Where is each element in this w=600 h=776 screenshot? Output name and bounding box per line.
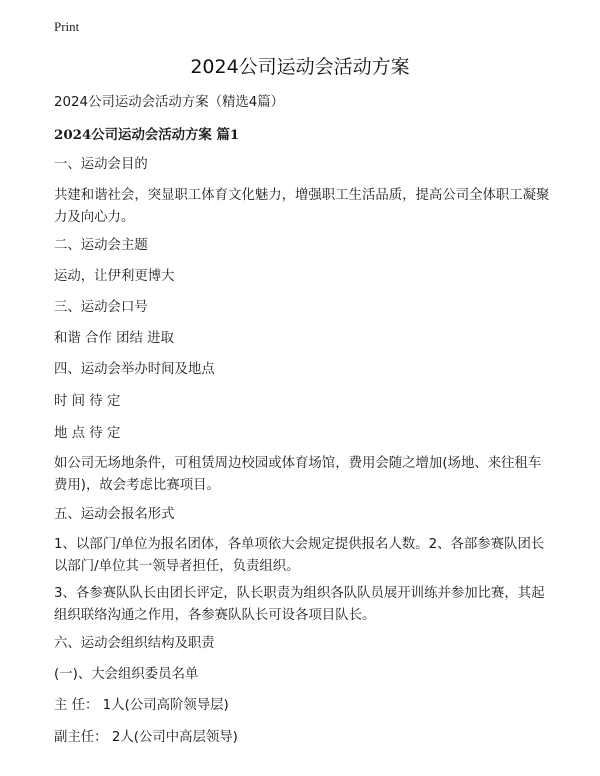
paragraph-purpose: 共建和谐社会，突显职工体育文化魅力，增强职工生活品质，提高公司全体职工凝聚力及向心力。 (54, 188, 550, 225)
paragraph-director: 主 任： 1人(公司高阶领导层) (54, 698, 229, 713)
part-heading: 2024公司运动会活动方案 篇1 (54, 127, 240, 143)
section-heading-purpose: 一、运动会目的 (54, 157, 148, 172)
section-heading-registration: 五、运动会报名形式 (54, 507, 175, 522)
paragraph-venue-note: 如公司无场地条件，可租赁周边校园或体育场馆，费用会随之增加(场地、来往租车费用)，故会考虑比赛项目。 (54, 456, 542, 493)
paragraph-registration-2: 3、各参赛队队长由团长评定，队长职责为组织各队队员展开训练并参加比赛，其起组织联络沟通之作用，各参赛队队长可设各项目队长。 (54, 586, 545, 623)
print-label: Print (54, 19, 80, 34)
section-heading-time-place: 四、运动会举办时间及地点 (54, 362, 215, 377)
subsection-heading-committee: (一)、大会组织委员名单 (54, 667, 199, 682)
document-title: 2024公司运动会活动方案 (190, 56, 410, 78)
document-subtitle: 2024公司运动会活动方案（精选4篇） (54, 95, 285, 110)
paragraph-deputy-director: 副主任： 2人(公司中高层领导) (54, 730, 238, 745)
paragraph-time: 时 间 待 定 (54, 394, 121, 409)
paragraph-registration-1: 1、以部门/单位为报名团体，各单项依大会规定提供报名人数。2、各部参赛队团长以部门/单位其一领导者担任，负责组织。 (54, 537, 545, 574)
paragraph-place: 地 点 待 定 (54, 426, 121, 441)
section-heading-theme: 二、运动会主题 (54, 238, 148, 253)
paragraph-theme: 运动，让伊利更博大 (54, 269, 175, 284)
paragraph-slogan: 和谐 合作 团结 进取 (54, 331, 174, 346)
section-heading-organization: 六、运动会组织结构及职责 (54, 636, 215, 651)
section-heading-slogan: 三、运动会口号 (54, 300, 148, 315)
